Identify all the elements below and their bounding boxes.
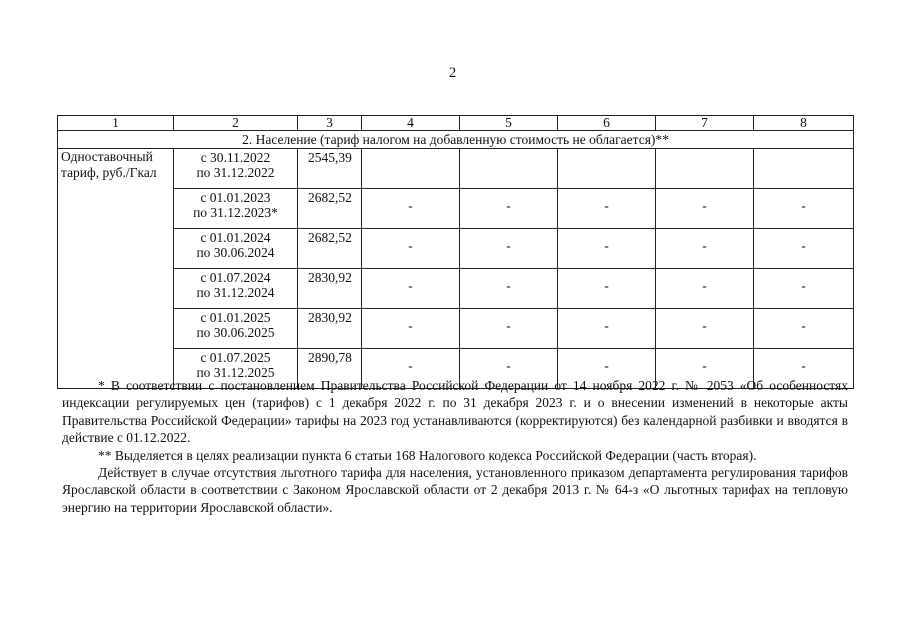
page-number: 2 — [448, 65, 457, 81]
footnote-2: ** Выделяется в целях реализации пункта 6 статьи 168 Налогового кодекса Российской Федерации (часть вторая). — [98, 447, 757, 463]
period-to: по 31.12.2024 — [196, 285, 275, 300]
tariff-value: 2682,52 — [298, 229, 362, 269]
footnotes — [62, 377, 848, 516]
column-number-row — [58, 116, 854, 131]
column-8-cell: - — [754, 309, 854, 349]
tariff-value: 2830,92 — [298, 269, 362, 309]
tariff-value: 2545,39 — [298, 149, 362, 189]
column-4-cell: - — [362, 189, 460, 229]
tariff-value: 2830,92 — [298, 309, 362, 349]
column-8-cell: - — [754, 349, 854, 389]
table-row — [58, 269, 854, 309]
column-5-cell: - — [460, 349, 558, 389]
column-6-cell: - — [558, 229, 656, 269]
period-to: по 31.12.2025 — [196, 365, 275, 380]
column-4-cell: - — [362, 269, 460, 309]
period-from: с 01.07.2025 — [200, 350, 271, 365]
period-cell — [174, 229, 298, 269]
column-number-3: 3 — [298, 116, 362, 131]
tariff-value: 2682,52 — [298, 189, 362, 229]
column-number-7: 7 — [656, 116, 754, 131]
table-row — [58, 229, 854, 269]
column-number-1: 1 — [58, 116, 174, 131]
column-4-cell — [362, 149, 460, 189]
column-6-cell — [558, 149, 656, 189]
period-from: с 01.01.2025 — [200, 310, 271, 325]
period-to: по 30.06.2025 — [196, 325, 275, 340]
table-row — [58, 189, 854, 229]
column-5-cell: - — [460, 189, 558, 229]
tariff-category: Одноставочный тариф, руб./Гкал — [58, 149, 174, 389]
table-row — [58, 149, 854, 189]
column-6-cell: - — [558, 269, 656, 309]
period-to: по 31.12.2022 — [196, 165, 275, 180]
column-5-cell — [460, 149, 558, 189]
column-4-cell: - — [362, 309, 460, 349]
column-8-cell: - — [754, 189, 854, 229]
column-7-cell: - — [656, 309, 754, 349]
column-5-cell: - — [460, 309, 558, 349]
column-7-cell: - — [656, 189, 754, 229]
column-number-5: 5 — [460, 116, 558, 131]
column-number-2: 2 — [174, 116, 298, 131]
period-from: с 01.01.2024 — [200, 230, 271, 245]
column-5-cell: - — [460, 269, 558, 309]
column-5-cell: - — [460, 229, 558, 269]
period-to: по 30.06.2024 — [196, 245, 275, 260]
column-number-4: 4 — [362, 116, 460, 131]
tariff-value: 2890,78 — [298, 349, 362, 389]
column-number-8: 8 — [754, 116, 854, 131]
period-cell — [174, 149, 298, 189]
column-6-cell: - — [558, 349, 656, 389]
footnote-1: * В соответствии с постановлением Правительства Российской Федерации от 14 ноября 2022 г. № 2053 «Об особенностях индексации регулируемых цен (тарифов) с 1 декабря 2022 г. по 31 декабря 2023 г. и о внесении изменений в некоторые акты Правительства Российской Федерации» тарифы на 2023 год устанавливаются (корректируются) без календарной разбивки и вводятся в действие с 01.12.2022. — [62, 378, 848, 446]
column-8-cell: - — [754, 269, 854, 309]
column-7-cell: - — [656, 269, 754, 309]
period-from: с 01.07.2024 — [200, 270, 271, 285]
table-row — [58, 309, 854, 349]
column-6-cell: - — [558, 309, 656, 349]
tariff-table — [57, 115, 854, 389]
section-title: 2. Население (тариф налогом на добавленную стоимость не облагается)** — [58, 131, 854, 149]
column-7-cell — [656, 149, 754, 189]
tariff-table-body — [58, 116, 854, 389]
column-7-cell: - — [656, 349, 754, 389]
period-cell — [174, 269, 298, 309]
column-4-cell: - — [362, 349, 460, 389]
period-to: по 31.12.2023* — [193, 205, 278, 220]
period-from: с 30.11.2022 — [200, 150, 271, 165]
period-cell — [174, 309, 298, 349]
column-4-cell: - — [362, 229, 460, 269]
section-row — [58, 131, 854, 149]
footnote-3: Действует в случае отсутствия льготного тарифа для населения, установленного приказом департамента регулирования тарифов Ярославской области в соответствии с Законом Ярославской области от 2 декабря 2013 г. № 64-з «О льготных тарифах на тепловую энергию на территории Ярославской области». — [62, 465, 848, 515]
period-from: с 01.01.2023 — [200, 190, 271, 205]
column-6-cell: - — [558, 189, 656, 229]
column-8-cell — [754, 149, 854, 189]
column-7-cell: - — [656, 229, 754, 269]
column-number-6: 6 — [558, 116, 656, 131]
column-8-cell: - — [754, 229, 854, 269]
period-cell — [174, 189, 298, 229]
